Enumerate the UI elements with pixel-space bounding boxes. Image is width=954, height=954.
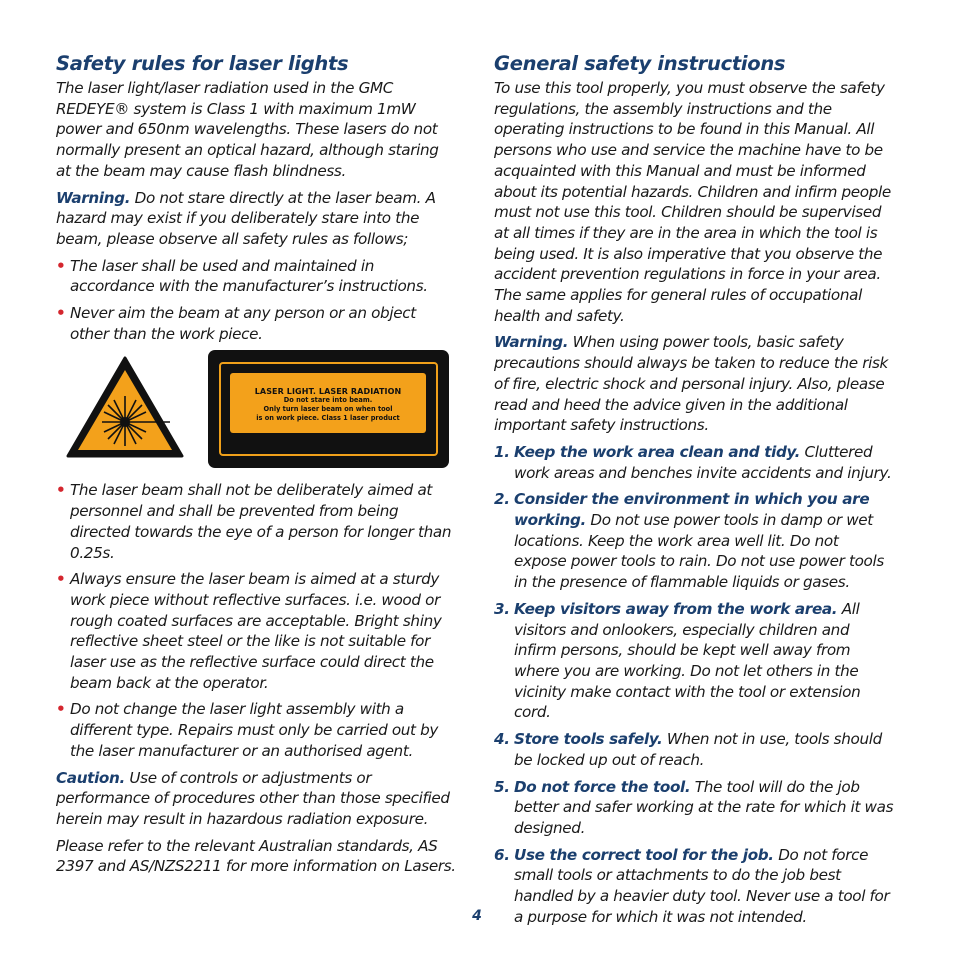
standards-reference: Please refer to the relevant Australian standards, AS 2397 and AS/NZS2211 for more information on Lasers. <box>56 836 456 876</box>
bullet-icon: • <box>56 481 66 500</box>
plate-line-3: is on work piece. Class 1 laser product <box>256 413 400 422</box>
list-item <box>56 303 456 344</box>
bullet-text: The laser shall be used and maintained in accordance with the manufacturer’s instructions. <box>70 256 428 296</box>
laser-safety-heading: Safety rules for laser lights <box>56 52 349 75</box>
step-number: 4. <box>494 730 510 749</box>
warning-lead: Warning. <box>56 188 131 207</box>
step-number: 3. <box>494 599 510 618</box>
step-text: The tool will do the job better and safer working at the rate for which it was designed. <box>514 777 894 837</box>
bullet-icon: • <box>56 570 66 589</box>
step-text: When not in use, tools should be locked up out of reach. <box>514 730 882 769</box>
caution-text: Use of controls or adjustments or performance of procedures other than those specified herein may result in hazardous radiation exposure. <box>56 768 450 828</box>
bullet-text: Never aim the beam at any person or an object other than the work piece. <box>70 304 416 343</box>
step-text: Cluttered work areas and benches invite accidents and injury. <box>514 442 892 482</box>
bullet-text: Do not change the laser light assembly with a different type. Repairs must only be carried out by the laser manufacturer or an authorised agent. <box>70 700 439 760</box>
warning-text: Do not stare directly at the laser beam. A hazard may exist if you deliberately stare into the beam, please observe all safety rules as follows; <box>56 188 436 248</box>
bullet-icon: • <box>56 256 66 275</box>
general-warning <box>494 332 894 436</box>
plate-line-1: Do not stare into beam. <box>283 396 373 405</box>
laser-intro: The laser light/laser radiation used in the GMC REDEYE® system is Class 1 with maximum 1mW power and 650nm wavelengths. These lasers do not normally present an optical hazard, although staring at the beam may cause flash blindness. <box>56 79 439 180</box>
safety-steps <box>494 442 894 927</box>
step-lead: Use the correct tool for the job. <box>514 845 774 864</box>
warning-text: When using power tools, basic safety precautions should always be taken to reduce the risk of fire, electric shock and personal injury. Also, please read and heed the advice given in the additional important safety instructions. <box>494 333 888 435</box>
right-column <box>494 52 894 933</box>
plate-label <box>230 373 426 433</box>
laser-bullets-a <box>56 256 456 345</box>
step-lead: Keep the work area clean and tidy. <box>514 442 801 461</box>
plate-title: LASER LIGHT. LASER RADIATION <box>254 387 402 397</box>
laser-warning-plate <box>208 350 449 468</box>
step-text: Do not use power tools in damp or wet locations. Keep the work area well lit. Do not expose power tools to rain. Do not use power tools in the presence of flammable liquids or gases. <box>514 511 884 592</box>
list-item <box>56 256 456 297</box>
laser-bullets-b <box>56 480 456 761</box>
general-safety-heading: General safety instructions <box>494 52 786 75</box>
list-item <box>56 569 456 693</box>
step-number: 5. <box>494 777 510 796</box>
page-number: 4 <box>472 908 482 924</box>
laser-caution <box>56 768 456 830</box>
bullet-icon: • <box>56 700 66 719</box>
laser-signs <box>56 350 456 472</box>
warning-lead: Warning. <box>494 333 569 352</box>
step-lead: Consider the environment in which you are working. <box>514 490 870 530</box>
step-text: Do not force small tools or attachments to do the job best handled by a heavier duty tool. Never use a tool for a purpose for which it was not intended. <box>514 845 890 926</box>
list-item <box>56 699 456 761</box>
step-lead: Do not force the tool. <box>514 777 691 796</box>
list-item <box>494 442 894 483</box>
general-intro: To use this tool properly, you must observe the safety regulations, the assembly instructions and the operating instructions to be found in this Manual. All persons who use and service the machine have to be acquainted with this Manual and must be informed about its potential hazards. Children and infirm people must not use this tool. Children should be supervised at all times if they are in the area in which the tool is being used. It is also imperative that you observe the accident prevention regulations in force in your area. The same applies for general rules of occupational health and safety. <box>494 79 891 325</box>
step-text: All visitors and onlookers, especially children and infirm persons, should be kept well away from where you are working. Do not let others in the vicinity make contact with the tool or extension cord. <box>514 599 861 722</box>
plate-line-2: Only turn laser beam on when tool <box>263 405 393 414</box>
step-lead: Keep visitors away from the work area. <box>514 599 838 618</box>
list-item <box>494 777 894 839</box>
list-item <box>494 489 894 593</box>
laser-warning <box>56 188 456 250</box>
bullet-text: The laser beam shall not be deliberately aimed at personnel and shall be prevented from being directed towards the eye of a person for longer than 0.25s. <box>70 481 452 562</box>
step-number: 2. <box>494 490 510 509</box>
list-item <box>494 599 894 723</box>
bullet-text: Always ensure the laser beam is aimed at a sturdy work piece without reflective surfaces. i.e. wood or rough coated surfaces are acceptable. Bright shiny reflective sheet steel or the like is not suitable for laser use as the reflective surface could direct the beam back at the operator. <box>70 570 442 692</box>
caution-lead: Caution. <box>56 768 125 787</box>
list-item <box>56 480 456 563</box>
laser-hazard-icon <box>66 356 184 460</box>
left-column <box>56 52 456 883</box>
step-lead: Store tools safely. <box>514 730 663 749</box>
step-number: 6. <box>494 845 510 864</box>
bullet-icon: • <box>56 304 66 323</box>
list-item <box>494 729 894 770</box>
step-number: 1. <box>494 442 510 461</box>
